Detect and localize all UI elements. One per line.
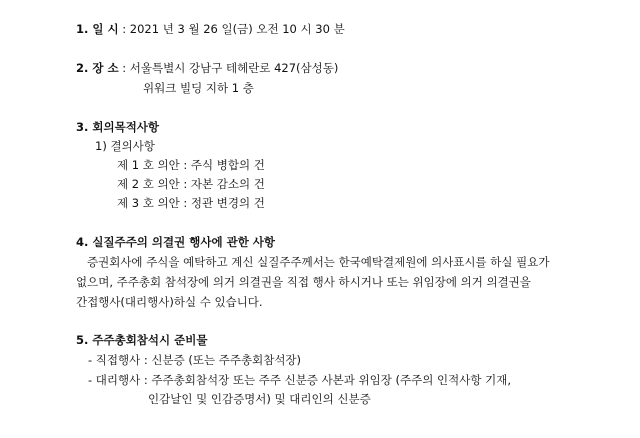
meeting-place-detail: 위워크 빌딩 지하 1 층: [143, 81, 254, 95]
agenda-heading: 3. 회의목적사항: [76, 120, 160, 134]
preparation-item: - 대리행사 : 주주총회참석장 또는 주주 신분증 사본과 위임장 (주주의 인적사항 기재,: [88, 373, 511, 387]
meeting-date-row: [76, 22, 345, 36]
preparation-heading: 5. 주주총회참석시 준비물: [76, 333, 208, 347]
preparation-item-continuation: 인감날인 및 인감증명서) 및 대리인의 신분증: [148, 392, 371, 406]
voting-rights-heading: 4. 실질주주의 의결권 행사에 관한 사항: [76, 235, 276, 249]
meeting-place-row: [76, 61, 338, 75]
meeting-place-value: : 서울특별시 강남구 테헤란로 427(삼성동): [122, 61, 339, 75]
section-label-place: 2. 장 소: [76, 61, 119, 75]
agenda-item: 제 3 호 의안 : 정관 변경의 건: [117, 196, 265, 210]
voting-rights-paragraph-line: 없으며, 주주총회 참석장에 의거 의결권을 직접 행사 하시거나 또는 위임장에 의거 의결권을: [76, 275, 531, 289]
section-label-date: 1. 일 시: [76, 22, 119, 36]
preparation-item: - 직접행사 : 신분증 (또는 주주총회참석장): [88, 353, 302, 367]
agenda-item: 제 2 호 의안 : 자본 감소의 건: [117, 177, 265, 191]
resolution-subheading: 1) 결의사항: [95, 139, 155, 153]
meeting-date-value: : 2021 년 3 월 26 일(금) 오전 10 시 30 분: [122, 22, 345, 36]
voting-rights-paragraph-line: 증권회사에 주식을 예탁하고 계신 실질주주께서는 한국예탁결제원에 의사표시를 하실 필요가: [87, 255, 550, 269]
voting-rights-paragraph-line: 간접행사(대리행사)하실 수 있습니다.: [76, 295, 263, 309]
agenda-item: 제 1 호 의안 : 주식 병합의 건: [117, 158, 265, 172]
